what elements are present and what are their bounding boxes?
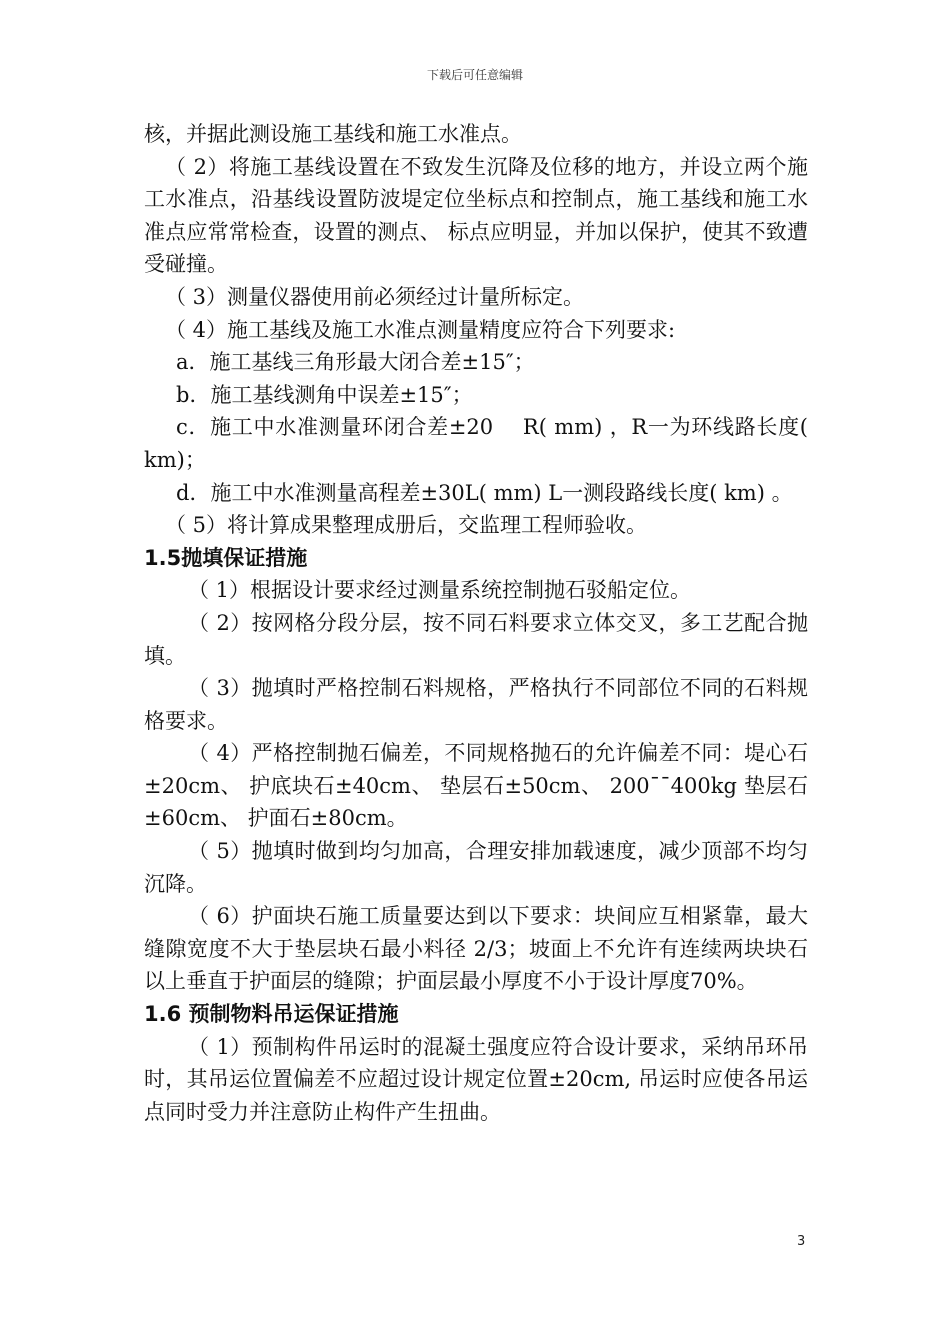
- list-item: c．施工中水准测量环闭合差±20 R( mm) ，R一为环线路长度( km)；: [144, 415, 808, 472]
- page-header: 下载后可任意编辑: [426, 68, 523, 82]
- paragraph: （ 3）测量仪器使用前必须经过计量所标定。: [165, 284, 585, 309]
- paragraph: （ 1）预制构件吊运时的混凝土强度应符合设计要求，采纳吊环吊时，其吊运位置偏差不应超过设计规定位置±20cm, 吊运时应使各吊运点同时受力并注意防止构件产生扭曲。: [144, 1034, 808, 1124]
- list-item: b．施工基线测角中误差±15″；: [176, 382, 473, 407]
- paragraph: （ 6）护面块石施工质量要达到以下要求：块间应互相紧靠，最大缝隙宽度不大于垫层块石最小料径 2/3；坡面上不允许有连续两块块石以上垂直于护面层的缝隙；护面层最小厚度不小于设计厚度70%。: [144, 904, 808, 994]
- paragraph: （ 4）施工基线及施工水准点测量精度应符合下列要求:: [165, 317, 676, 342]
- paragraph: （ 5）抛填时做到均匀加高，合理安排加载速度，减少顶部不均匀沉降。: [144, 839, 808, 896]
- page-number: 3: [797, 1234, 806, 1249]
- paragraph: （ 2）按网格分段分层，按不同石料要求立体交叉，多工艺配合抛填。: [144, 610, 808, 668]
- list-item: d．施工中水准测量高程差±30L( mm) L一测段路线长度( km) 。: [176, 480, 793, 505]
- list-item: a．施工基线三角形最大闭合差±15″；: [176, 350, 535, 375]
- document-body: [144, 118, 808, 1128]
- paragraph: （ 5）将计算成果整理成册后，交监理工程师验收。: [165, 513, 648, 538]
- paragraph: （ 1）根据设计要求经过测量系统控制抛石驳船定位。: [188, 578, 692, 603]
- paragraph: （ 4）严格控制抛石偏差，不同规格抛石的允许偏差不同：堤心石±20cm、 护底块石±40cm、 垫层石±50cm、 200¯¯400kg 垫层石±60cm、 护面石±80cm。: [144, 741, 808, 831]
- section-heading: 1.5抛填保证措施: [144, 545, 308, 570]
- paragraph: 核，并据此测设施工基线和施工水准点。: [144, 122, 522, 146]
- paragraph: （ 2）将施工基线设置在不致发生沉降及位移的地方，并设立两个施工水准点，沿基线设置防波堤定位坐标点和控制点，施工基线和施工水准点应常常检查，设置的测点、 标点应明显，并加以保护，使其不致遭受碰撞。: [144, 154, 808, 277]
- paragraph: （ 3）抛填时严格控制石料规格，严格执行不同部位不同的石料规格要求。: [144, 676, 808, 733]
- section-heading: 1.6 预制物料吊运保证措施: [144, 1002, 399, 1027]
